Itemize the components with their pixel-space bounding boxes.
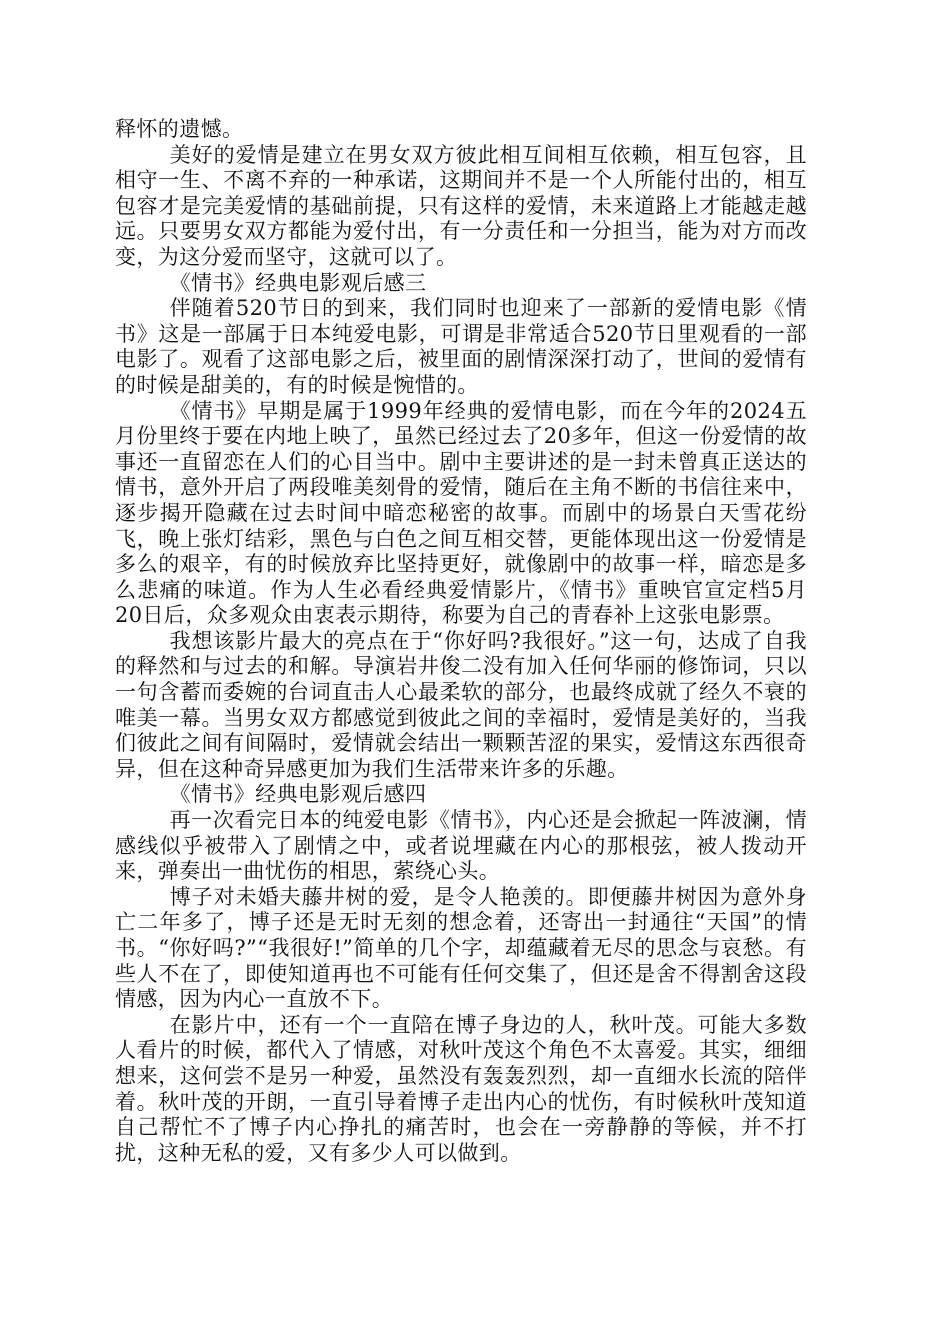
section-heading: 《情书》经典电影观后感三 (169, 270, 427, 295)
section-heading: 《情书》经典电影观后感四 (169, 782, 427, 807)
paragraph: 再一次看完日本的纯爱电影《情书》，内心还是会掀起一阵波澜，情感线似乎被带入了剧情之中，或者说埋藏在内心的那根弦，被人拨动开来，弹奏出一曲忧伤的相思，萦绕心头。 (115, 808, 807, 884)
paragraph: 《情书》早期是属于1999年经典的爱情电影，而在今年的2024五月份里终于要在内地上映了，虽然已经过去了20多年，但这一份爱情的故事还一直留恋在人们的心目当中。剧中主要讲述的是一封未曾真正送达的情书，意外开启了两段唯美刻骨的爱情，随后在主角不断的书信往来中，逐步揭开隐藏在过去时间中暗恋秘密的故事。而剧中的场景白天雪花纷飞，晚上张灯结彩，黑色与白色之间互相交替，更能体现出这一份爱情是多么的艰辛，有的时候放弃比坚持更好，就像剧中的故事一样，暗恋是多么悲痛的味道。作为人生必看经典爱情影片，《情书》重映官宣定档5月20日后，众多观众由衷表示期待，称要为自己的青春补上这张电影票。 (115, 398, 807, 628)
paragraph: 博子对未婚夫藤井树的爱，是令人艳羡的。即便藤井树因为意外身亡二年多了，博子还是无时无刻的想念着，还寄出一封通往“天国”的情书。“你好吗?”“我很好!”简单的几个字，却蕴藏着无尽的思念与哀愁。有些人不在了，即使知道再也不可能有任何交集了，但还是舍不得割舍这段情感，因为内心一直放不下。 (115, 884, 807, 1012)
paragraph: 伴随着520节日的到来，我们同时也迎来了一部新的爱情电影《情书》这是一部属于日本纯爱电影，可谓是非常适合520节日里观看的一部电影了。观看了这部电影之后，被里面的剧情深深打动了，世间的爱情有的时候是甜美的，有的时候是惋惜的。 (115, 296, 807, 397)
document-page (115, 117, 807, 1166)
paragraph-continuation: 释怀的遗憾。 (115, 117, 244, 141)
paragraph: 美好的爱情是建立在男女双方彼此相互间相互依赖，相互包容，且相守一生、不离不弃的一种承诺，这期间并不是一个人所能付出的，相互包容才是完美爱情的基础前提，只有这样的爱情，未来道路上才能越走越远。只要男女双方都能为爱付出，有一分责任和一分担当，能为对方而改变，为这分爱而坚守，这就可以了。 (115, 142, 807, 269)
paragraph: 我想该影片最大的亮点在于“你好吗?我很好。”这一句，达成了自我的释然和与过去的和解。导演岩井俊二没有加入任何华丽的修饰词，只以一句含蓄而委婉的台词直击人心最柔软的部分，也最终成就了经久不衰的唯美一幕。当男女双方都感觉到彼此之间的幸福时，爱情是美好的，当我们彼此之间有间隔时，爱情就会结出一颗颗苦涩的果实，爱情这东西很奇异，但在这种奇异感更加为我们生活带来许多的乐趣。 (115, 628, 807, 781)
paragraph: 在影片中，还有一个一直陪在博子身边的人，秋叶茂。可能大多数人看片的时候，都代入了情感，对秋叶茂这个角色不太喜爱。其实，细细想来，这何尝不是另一种爱，虽然没有轰轰烈烈，却一直细水长流的陪伴着。秋叶茂的开朗，一直引导着博子走出内心的忧伤，有时候秋叶茂知道自己帮忙不了博子内心挣扎的痛苦时，也会在一旁静静的等候，并不打扰，这种无私的爱，又有多少人可以做到。 (115, 1012, 807, 1165)
